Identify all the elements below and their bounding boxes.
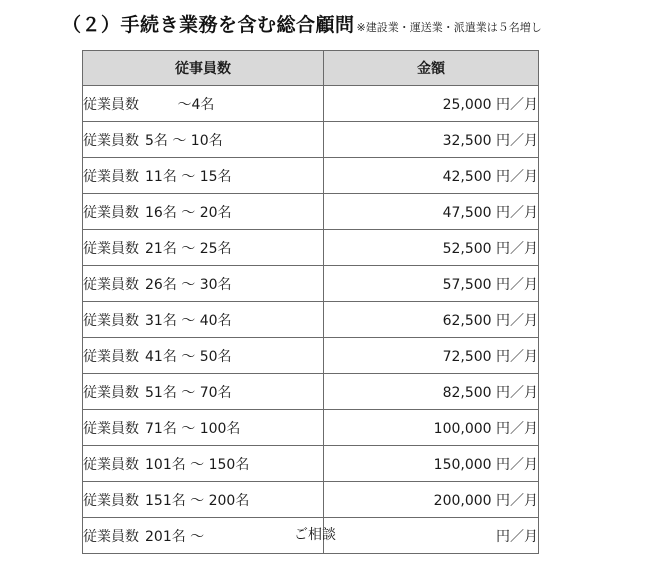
price-cell: 円／月	[324, 518, 539, 554]
employee-label: 従業員数	[83, 132, 139, 149]
employee-range: ～4名	[145, 96, 215, 113]
employee-label: 従業員数	[83, 240, 139, 257]
fee-table-body	[83, 86, 539, 554]
price-cell: 57,500 円／月	[324, 266, 539, 302]
employee-label: 従業員数	[83, 204, 139, 221]
price-cell: 100,000 円／月	[324, 410, 539, 446]
employee-range-cell	[83, 86, 324, 122]
employee-range: 41名 ～ 50名	[145, 348, 232, 365]
employee-label: 従業員数	[83, 456, 139, 473]
employee-label: 従業員数	[83, 528, 139, 545]
employee-range-cell	[83, 410, 324, 446]
price-cell: 150,000 円／月	[324, 446, 539, 482]
employee-label: 従業員数	[83, 492, 139, 509]
employee-range: 5名 ～ 10名	[145, 132, 223, 149]
table-header-row	[83, 51, 539, 86]
table-row	[83, 158, 539, 194]
employee-range: 201名 ～	[145, 528, 205, 545]
table-row-last	[83, 518, 539, 554]
employee-label: 従業員数	[83, 276, 139, 293]
employee-range: 51名 ～ 70名	[145, 384, 232, 401]
employee-range-cell	[83, 446, 324, 482]
price-cell: 42,500 円／月	[324, 158, 539, 194]
employee-range: 11名 ～ 15名	[145, 168, 232, 185]
table-row	[83, 194, 539, 230]
table-row	[83, 374, 539, 410]
table-row	[83, 410, 539, 446]
table-row	[83, 302, 539, 338]
employee-range: 101名 ～ 150名	[145, 456, 250, 473]
price-cell: 82,500 円／月	[324, 374, 539, 410]
employee-range-cell	[83, 338, 324, 374]
employee-range: 151名 ～ 200名	[145, 492, 250, 509]
table-row	[83, 266, 539, 302]
employee-range-cell	[83, 158, 324, 194]
employee-range-cell	[83, 122, 324, 158]
consultation-text: ご相談	[294, 527, 336, 543]
price-cell: 72,500 円／月	[324, 338, 539, 374]
employee-range: 71名 ～ 100名	[145, 420, 241, 437]
table-row	[83, 86, 539, 122]
table-row	[83, 230, 539, 266]
employee-range-cell	[83, 266, 324, 302]
column-header-amount: 金額	[324, 51, 539, 86]
employee-label: 従業員数	[83, 384, 139, 401]
employee-range-cell	[83, 302, 324, 338]
price-cell: 52,500 円／月	[324, 230, 539, 266]
employee-range: 16名 ～ 20名	[145, 204, 232, 221]
employee-range-cell	[83, 230, 324, 266]
section-note: ※建設業・運送業・派遣業は５名増し	[356, 21, 542, 34]
price-cell: 62,500 円／月	[324, 302, 539, 338]
employee-label: 従業員数	[83, 312, 139, 329]
employee-label: 従業員数	[83, 420, 139, 437]
employee-range-cell	[83, 374, 324, 410]
employee-range: 31名 ～ 40名	[145, 312, 232, 329]
employee-range-cell	[83, 194, 324, 230]
section-title: （２）手続き業務を含む総合顧問	[62, 14, 355, 36]
price-cell: 47,500 円／月	[324, 194, 539, 230]
column-header-employees: 従事員数	[83, 51, 324, 86]
employee-label: 従業員数	[83, 348, 139, 365]
price-cell: 32,500 円／月	[324, 122, 539, 158]
table-row	[83, 482, 539, 518]
employee-range: 26名 ～ 30名	[145, 276, 232, 293]
section-heading	[62, 10, 542, 40]
price-cell: 200,000 円／月	[324, 482, 539, 518]
employee-range-cell	[83, 518, 336, 554]
table-row	[83, 122, 539, 158]
price-cell: 25,000 円／月	[324, 86, 539, 122]
employee-range-cell	[83, 482, 324, 518]
employee-label: 従業員数	[83, 168, 139, 185]
employee-label: 従業員数	[83, 96, 139, 113]
table-row	[83, 446, 539, 482]
table-row	[83, 338, 539, 374]
fee-table	[82, 50, 539, 554]
employee-range: 21名 ～ 25名	[145, 240, 232, 257]
